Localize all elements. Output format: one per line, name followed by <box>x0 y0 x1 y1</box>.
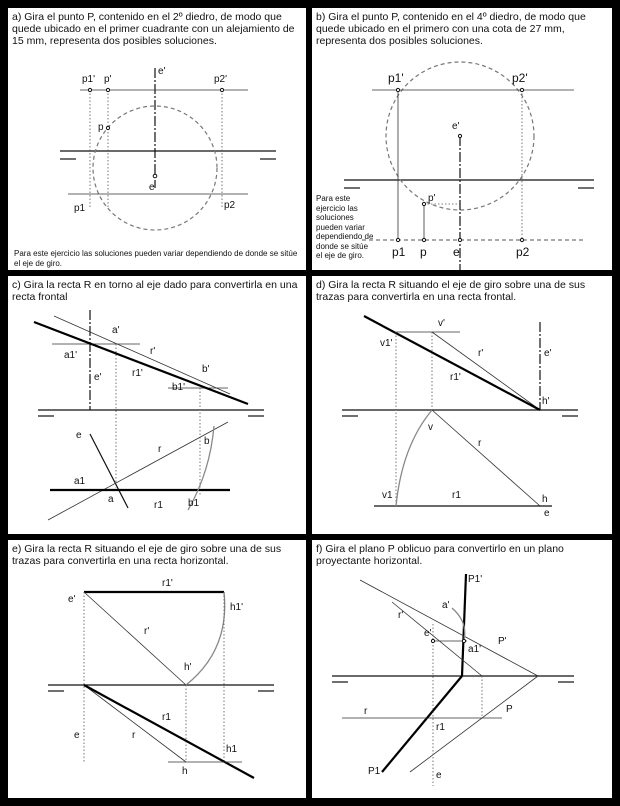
line-r1-prime <box>364 316 540 410</box>
line-r <box>84 685 186 762</box>
label-b: b <box>204 436 210 447</box>
label-p: p <box>420 245 427 259</box>
label-r: r <box>132 730 136 741</box>
panel-b-title: b) Gira el punto P, contenido en el 4º diedro, de modo que quede ubicado en el primero con una cota de 27 mm, representa dos posibles soluciones. <box>316 11 586 47</box>
label-p1: p1 <box>74 203 86 214</box>
label-P: P <box>506 704 513 715</box>
label-a1-prime: a1' <box>64 350 78 361</box>
label-h: h <box>182 766 188 777</box>
panel-c-title: c) Gira la recta R en torno al eje dado para convertirla en una recta frontal <box>12 279 298 303</box>
label-P1-prime: P1' <box>468 574 483 585</box>
panel-d <box>312 276 612 534</box>
label-b-prime: b' <box>202 364 210 375</box>
label-p-prime: p' <box>428 193 436 204</box>
label-e-prime: e' <box>544 348 552 359</box>
label-P-prime: P' <box>498 636 507 647</box>
label-v: v <box>428 422 433 433</box>
trace-P-prime <box>360 580 538 676</box>
label-r1: r1 <box>436 722 445 733</box>
label-r: r <box>364 706 368 717</box>
line-r-prime <box>84 592 186 685</box>
label-a1-prime: a1' <box>468 644 482 655</box>
panel-f <box>312 540 612 798</box>
point-p2-prime <box>520 88 523 91</box>
label-p2-prime: p2' <box>214 74 228 85</box>
label-h1-prime: h1' <box>230 602 244 613</box>
label-r-prime: r' <box>150 346 156 357</box>
label-r: r <box>478 438 482 449</box>
point-p1-prime <box>88 88 91 91</box>
label-v-prime: v' <box>438 318 445 329</box>
panel-a-title: a) Gira el punto P, contenido en el 2º diedro, de modo que quede ubicado en el primer cuadrante con un alejamiento de 15 mm, representa dos posibles soluciones. <box>12 11 295 47</box>
point-a1-prime <box>462 639 465 642</box>
label-a-prime: a' <box>442 600 450 611</box>
panel-f-title: f) Gira el plano P oblicuo para convertirlo en un plano proyectante horizontal. <box>316 543 564 567</box>
point-e <box>153 174 157 178</box>
label-p2-prime: p2' <box>512 71 528 85</box>
panel-c-diagram <box>8 276 306 534</box>
label-e-prime: e' <box>158 66 166 77</box>
label-p-prime: p' <box>104 74 112 85</box>
label-a: a <box>108 494 114 505</box>
point-p1 <box>396 238 399 241</box>
label-p: p <box>98 122 104 133</box>
label-e: e <box>74 730 80 741</box>
label-p1: p1 <box>392 245 406 259</box>
label-a1: a1 <box>74 476 86 487</box>
panel-e <box>8 540 306 798</box>
label-v1-prime: v1' <box>380 338 393 349</box>
panel-c <box>8 276 306 534</box>
panel-d-title: d) Gira la recta R situando el eje de giro sobre una de sus trazas para convertirla en una recta frontal. <box>316 279 586 303</box>
label-h-prime: h' <box>184 662 192 673</box>
line-r1 <box>84 685 254 778</box>
point-p <box>422 238 425 241</box>
label-e-prime: e' <box>94 372 102 383</box>
label-e: e <box>149 182 155 193</box>
trace-P <box>410 676 538 772</box>
label-h-prime: h' <box>542 396 550 407</box>
line-r-prime <box>392 602 482 676</box>
panel-b-note: Para este ejercicio las soluciones pueden variar dependiendo de donde se sitúe el eje de giro. <box>316 194 374 260</box>
panel-e-diagram <box>8 540 306 798</box>
label-e: e <box>76 430 82 441</box>
panel-d-diagram <box>312 276 612 534</box>
label-b1: b1 <box>188 498 200 509</box>
line-r-prime <box>54 316 230 394</box>
label-e-prime: e' <box>452 121 460 132</box>
label-p2: p2 <box>516 245 530 259</box>
label-r-prime: r' <box>478 348 484 359</box>
panel-a-diagram <box>8 8 306 270</box>
label-r1-prime: r1' <box>450 372 461 383</box>
label-r: r <box>158 444 162 455</box>
label-e-prime: e' <box>68 594 76 605</box>
label-p1-prime: p1' <box>82 74 96 85</box>
panel-b <box>312 8 612 270</box>
point-p2 <box>520 238 523 241</box>
label-e-prime: e' <box>424 628 432 639</box>
rotation-arc-h <box>186 592 225 685</box>
label-r-prime: r' <box>144 626 150 637</box>
label-r-prime: r' <box>398 610 404 621</box>
label-b1-prime: b1' <box>172 382 186 393</box>
label-p2: p2 <box>224 200 236 211</box>
line-r1-prime <box>34 322 248 404</box>
label-v1: v1 <box>382 490 393 501</box>
label-r1: r1 <box>452 490 461 501</box>
point-p2-prime <box>220 88 223 91</box>
panel-e-title: e) Gira la recta R situando el eje de giro sobre una de sus trazas para convertirla en una recta horizontal. <box>12 543 282 567</box>
point-p1-prime <box>396 88 399 91</box>
label-r1: r1 <box>154 500 163 511</box>
panel-a <box>8 8 306 270</box>
label-e: e <box>453 245 460 259</box>
point-p <box>106 126 109 129</box>
label-p1-prime: p1' <box>388 71 404 85</box>
trace-P1 <box>382 676 462 772</box>
panel-a-note: Para este ejercicio las soluciones pueden variar dependiendo de donde se sitúe el eje de giro. <box>14 249 298 268</box>
point-e <box>458 238 461 241</box>
label-e: e <box>544 508 550 519</box>
rotation-arc-v <box>396 410 432 506</box>
line-r <box>432 410 540 506</box>
label-a-prime: a' <box>112 325 120 336</box>
point-e-prime <box>431 639 434 642</box>
label-e: e <box>436 770 442 781</box>
panel-f-diagram <box>312 540 612 798</box>
label-r1-prime: r1' <box>132 368 143 379</box>
line-r <box>48 422 228 520</box>
point-e-prime <box>458 134 461 137</box>
label-r1-prime: r1' <box>162 578 173 589</box>
label-P1: P1 <box>368 766 381 777</box>
point-p-prime <box>422 202 425 205</box>
line-r-prime <box>432 332 540 410</box>
point-p-prime <box>106 88 109 91</box>
label-h: h <box>542 494 548 505</box>
label-r1: r1 <box>162 712 171 723</box>
label-h1: h1 <box>226 744 238 755</box>
